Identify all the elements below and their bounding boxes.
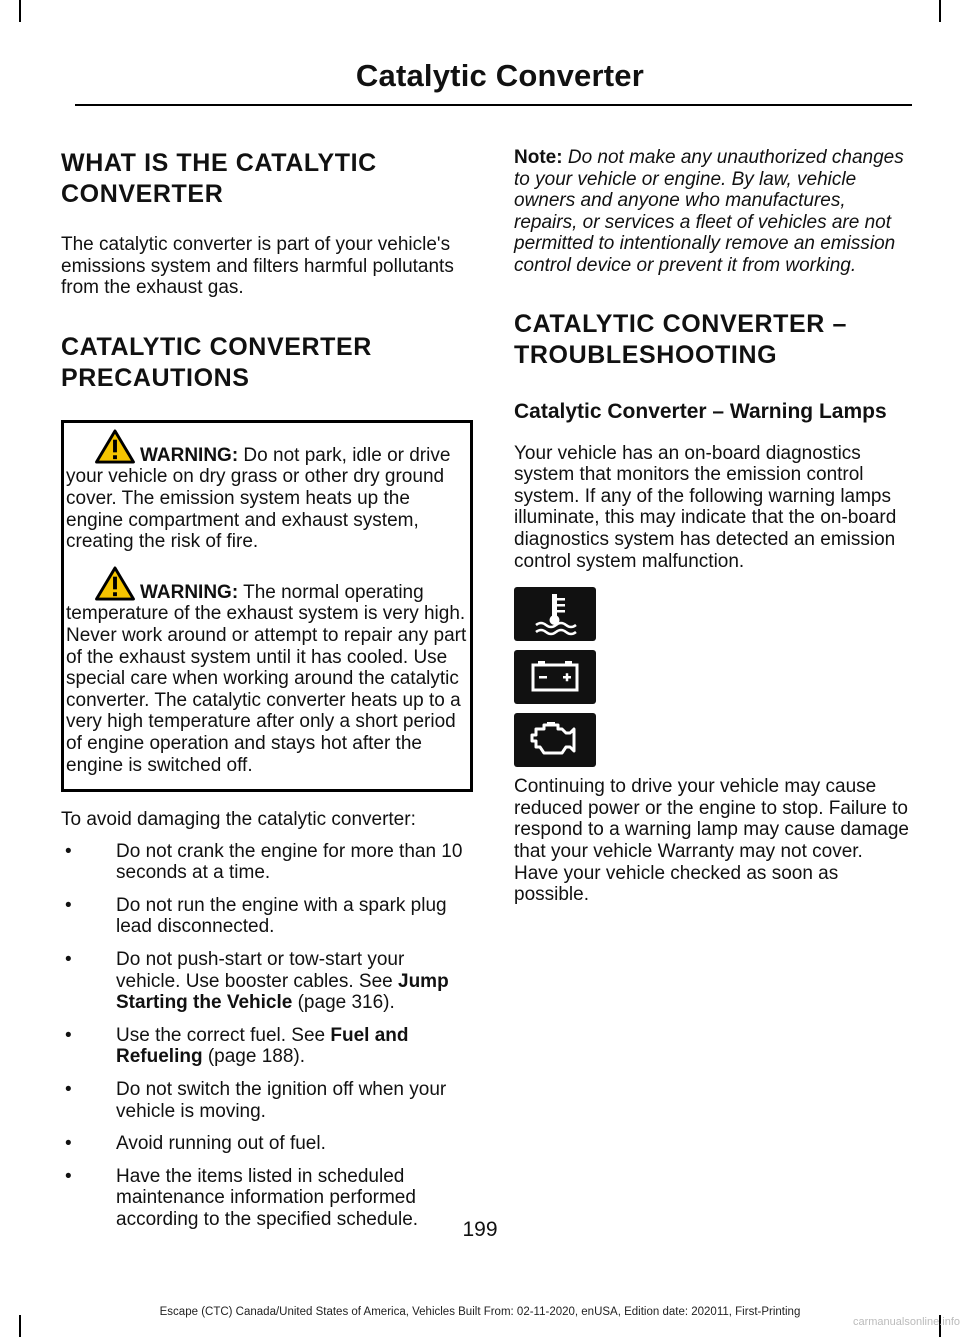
cross-reference-link[interactable]: Fuel and Refueling xyxy=(116,1024,409,1068)
list-item-text: Do not run the engine with a spark plug lead disconnected. xyxy=(116,894,447,938)
heading-line: CATALYTIC CONVERTER xyxy=(61,332,372,361)
list-item-text: Have the items listed in scheduled maintenance information performed according to the specified schedule. xyxy=(116,1165,419,1230)
heading-line: TROUBLESHOOTING xyxy=(514,340,778,369)
list-item-text: Do not push-start or tow-start your vehicle. Use booster cables. See xyxy=(116,949,405,992)
list-item-text: Use the correct fuel. See xyxy=(116,1024,331,1046)
cross-reference-link[interactable]: Jump Starting the Vehicle xyxy=(116,970,449,1014)
section-heading-troubleshooting xyxy=(514,309,909,371)
warning-text: Do not park, idle or drive your vehicle on dry grass or other dry ground cover. The emission system heats up the engine compartment and exhaust system, creating the risk of fire. xyxy=(66,444,451,553)
footer-edition-info: Escape (CTC) Canada/United States of America, Vehicles Built From: 02-11-2020, enUSA, Edition date: 202011, First-Printing xyxy=(159,1306,801,1318)
section-heading-what-is xyxy=(61,148,473,210)
warning-box xyxy=(61,420,473,792)
warning-text: The normal operating temperature of the exhaust system is very high. Never work around or attempt to repair any part of the exhaust system until it has cooled. Use special care when working around the catalytic converter. The catalytic converter heats up to a very high temperature after only a short period of engine operation and stays hot after the engine is switched off. xyxy=(66,581,467,776)
crop-mark-top-right xyxy=(939,0,941,22)
left-column xyxy=(61,140,473,1242)
warning-label: WARNING: xyxy=(140,444,239,466)
heading-line: CATALYTIC CONVERTER – xyxy=(514,309,847,338)
warning-paragraph xyxy=(64,574,470,776)
page-header-title: Catalytic Converter xyxy=(355,58,644,93)
crop-mark-bottom-left xyxy=(19,1315,21,1337)
diagnostics-paragraph: Your vehicle has an on-board diagnostics system that monitors the emission control system. If any of the following warning lamps illuminate, this may indicate that the on-board diagnostics system has detected an emission control system malfunction. xyxy=(514,442,897,572)
list-item-text: Do not crank the engine for more than 10 seconds at a time. xyxy=(116,840,463,884)
heading-line: PRECAUTIONS xyxy=(61,363,250,392)
avoid-intro: To avoid damaging the catalytic converter: xyxy=(61,809,416,831)
note-label: Note: xyxy=(514,147,563,168)
lamp-tile xyxy=(514,650,596,704)
check-engine-icon xyxy=(514,713,596,767)
warning-triangle-icon xyxy=(94,429,136,464)
lamp-tile xyxy=(514,587,596,641)
list-item xyxy=(61,841,473,884)
subheading-warning-lamps: Catalytic Converter – Warning Lamps xyxy=(514,399,887,423)
right-column xyxy=(514,140,909,906)
warning-paragraph xyxy=(64,437,470,553)
warning-lamps xyxy=(514,587,909,767)
precaution-list xyxy=(61,841,473,1231)
continue-paragraph: Continuing to drive your vehicle may cause reduced power or the engine to stop. Failure to respond to a warning lamp may cause damage that your vehicle Warranty may not cover. Have your vehicle checked as soon as possible. xyxy=(514,776,910,906)
watermark-text: carmanualsonline.info xyxy=(852,1316,960,1328)
list-item xyxy=(61,895,473,938)
page-reference: (page 188). xyxy=(202,1046,306,1068)
list-item xyxy=(61,949,473,1014)
lamp-tile xyxy=(514,713,596,767)
engine-coolant-temperature-icon xyxy=(514,587,596,641)
crop-mark-top-left xyxy=(19,0,21,22)
note-text: Do not make any unauthorized changes to your vehicle or engine. By law, vehicle owners and anyone who manufactures, repairs, or services a fleet of vehicles are not permitted to intentionally remove an emission control device or prevent it from working. xyxy=(514,147,904,276)
heading-line: CONVERTER xyxy=(61,180,224,208)
page-reference: (page 316). xyxy=(292,992,395,1014)
list-item xyxy=(61,1025,473,1068)
header-divider xyxy=(75,104,912,106)
section-heading-precautions xyxy=(61,332,473,394)
battery-charging-icon xyxy=(514,650,596,704)
list-item xyxy=(61,1079,473,1122)
warning-triangle-icon xyxy=(94,566,136,601)
list-item-text: Do not switch the ignition off when your vehicle is moving. xyxy=(116,1079,447,1122)
warning-label: WARNING: xyxy=(140,581,239,603)
intro-paragraph: The catalytic converter is part of your vehicle's emissions system and filters harmful pollutants from the exhaust gas. xyxy=(61,234,454,299)
page-number: 199 xyxy=(462,1218,498,1241)
note-paragraph xyxy=(514,147,909,277)
list-item xyxy=(61,1133,473,1155)
list-item-text: Avoid running out of fuel. xyxy=(116,1133,326,1155)
heading-line: WHAT IS THE CATALYTIC xyxy=(61,149,377,177)
